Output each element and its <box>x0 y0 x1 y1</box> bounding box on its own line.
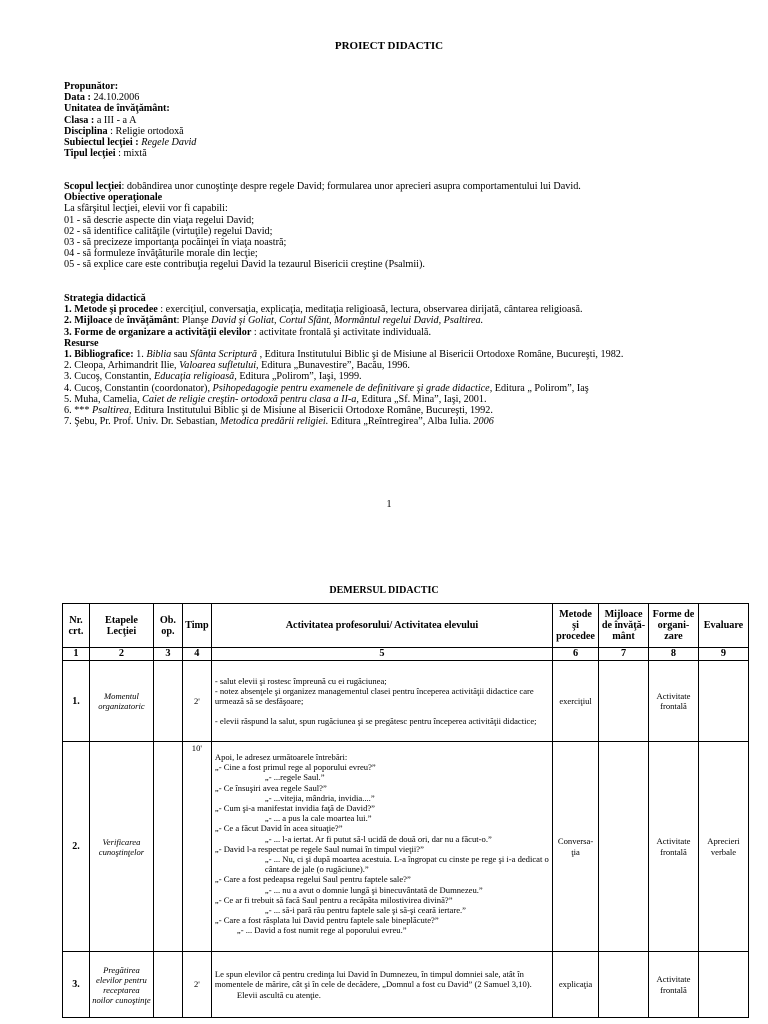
row-number: 1. <box>63 661 90 742</box>
table-row <box>63 952 749 1018</box>
row-objectives <box>153 742 182 952</box>
column-number: 8 <box>649 648 699 661</box>
strategy-methods: 1. Metode şi procedee : exerciţiul, conversaţia, explicaţia, meditaţia religioasă, lectura, observarea dirijată, cântarea religioasă. <box>64 304 583 316</box>
column-number: 3 <box>153 648 182 661</box>
column-number: 4 <box>182 648 211 661</box>
bibliography-item: 4. Cucoş, Constantin (coordonator), Psihopedagogie pentru examenele de definitivare şi grade didactice, Editura „ Polirom”, Iaş <box>64 382 589 394</box>
bibliography-item: 7. Şebu, Pr. Prof. Univ. Dr. Sebastian, Metodica predării religiei. Editura „Reîntregirea”, Alba Iulia. 2006 <box>64 416 494 428</box>
bibliography-item: 5. Muha, Camelia, Caiet de religie creştin- ortodoxă pentru clasa a II-a, Editura „Sf. Mina”, Iaşi, 2001. <box>64 393 487 405</box>
row-number: 3. <box>63 952 90 1018</box>
row-evaluation <box>698 661 748 742</box>
row-objectives <box>153 661 182 742</box>
row-evaluation <box>698 952 748 1018</box>
column-number: 6 <box>553 648 599 661</box>
column-number: 9 <box>698 648 748 661</box>
objectives-title: Obiective operaţionale <box>64 192 163 204</box>
header-cell: Mijloace de învăţă-mânt <box>599 604 649 648</box>
row-methods: exerciţiul <box>553 661 599 742</box>
row-time: 2' <box>182 661 211 742</box>
header-cell: Etapele Lecţiei <box>89 604 153 648</box>
row-means <box>599 661 649 742</box>
row-forms: Activitate frontală <box>649 742 699 952</box>
section-title: DEMERSUL DIDACTIC <box>329 585 439 596</box>
bibliography-item: 2. Cleopa, Arhimandrit Ilie, Valoarea sufletului, Editura „Bunavestire”, Bacău, 1996. <box>64 360 410 372</box>
column-number-row <box>63 648 749 661</box>
objective-item: 04 - să formuleze învăţăturile morale din lecţie; <box>64 248 258 260</box>
row-activity: Le spun elevilor că pentru credinţa lui David în Dumnezeu, în timpul domniei sale, atât în momentele de mărire, cât şi în cele de decădere, „Domnul a fost cu David” (2 Samuel 3,10). Elevii ascultă cu atenţie. <box>211 952 552 1018</box>
scope-and-objectives <box>64 181 581 271</box>
row-stage: Pregătirea elevilor pentru receptarea noilor cunoştinţe <box>89 952 153 1018</box>
bibliography-item: 3. Cucoş, Constantin, Educaţia religioasă, Editura „Polirom”, Iaşi, 1999. <box>64 371 362 383</box>
strategy-title: Strategia didactică <box>64 293 146 304</box>
column-number: 7 <box>599 648 649 661</box>
column-number: 1 <box>63 648 90 661</box>
row-activity: - salut elevii şi rostesc împreună cu ei rugăciunea; - notez absenţele şi organizez managementul clasei pentru începerea activităţii didactice care urmează să se desfăşoare; - elevii răspund la salut, spun rugăciunea şi se pregătesc pentru începerea activităţii didactice; <box>211 661 552 742</box>
info-class: Clasa : a III - a A <box>64 114 137 126</box>
header-cell: Metode şi procedee <box>553 604 599 648</box>
row-stage: Momentul organizatoric <box>89 661 153 742</box>
strategy-forms: 3. Forme de organizare a activităţii elevilor : activitate frontală şi activitate individuală. <box>64 326 432 338</box>
objectives-intro: La sfârşitul lecţiei, elevii vor fi capabili: <box>64 203 228 215</box>
header-cell: Evaluare <box>698 604 748 648</box>
row-time: 10' <box>182 742 211 952</box>
table-row <box>63 742 749 952</box>
row-activity: Apoi, le adresez următoarele întrebări: „- Cine a fost primul rege al poporului evreu?” „- ...regele Saul.” „- Ce însuşiri avea regele Saul?” „- ...vitejia, mândria, invidia....” „- Cum şi-a manifestat invidia faţă de David?” „- ... a pus la cale moartea lui.” „- Ce a făcut David în acea situaţie?” „- ... l-a iertat. Ar fi putut să-l ucidă de două ori, dar nu a făcut-o.” „- David l-a respectat pe regele Saul numai în timpul vieţii?” „- ... Nu, ci şi după moartea acestuia. L-a îngropat cu cinste pe rege şi i-a dedicat o cântare de jale (o rugăciune).” „- Care a fost pedeapsa regelui Saul pentru faptele sale?” „- ... nu a avut o domnie lungă şi binecuvântată de Dumnezeu.” „- Ce ar fi trebuit să facă Saul pentru a recăpăta milostivirea divină?” „- ... să-i pară rău pentru faptele sale şi să-şi ceară iertare.” „- Care a fost răsplata lui David pentru faptele sale bineplăcute?” „- ... David a fost numit rege al poporului evreu.” <box>211 742 552 952</box>
row-means <box>599 742 649 952</box>
row-forms: Activitate frontală <box>649 952 699 1018</box>
column-number: 5 <box>211 648 552 661</box>
strategy-section <box>64 293 623 427</box>
bibliography-item: 1. Bibliografice: 1. Biblia sau Sfânta Scriptură , Editura Institutului Biblic şi de Misiune al Bisericii Ortodoxe Române, Bucureşti, 1982. <box>64 349 624 361</box>
header-cell: Ob. op. <box>153 604 182 648</box>
header-cell: Forme de organi-zare <box>649 604 699 648</box>
header-cell: Timp <box>182 604 211 648</box>
resources-title: Resurse <box>64 337 99 349</box>
objective-item: 05 - să explice care este contribuţia regelui David la tezaurul Bisericii creştine (Psalmii). <box>64 259 425 271</box>
objective-item: 02 - să identifice calităţile (virtuţile) regelui David; <box>64 225 273 237</box>
lesson-scope: Scopul lecţiei: dobândirea unor cunoştinţe despre regele David; formularea unor aprecieri asupra comportamentului lui David. <box>64 181 581 192</box>
info-lesson-type: Tipul lecţiei : mixtă <box>64 148 147 160</box>
page-number: 1 <box>386 499 392 510</box>
row-objectives <box>153 952 182 1018</box>
bibliography-item: 6. *** Psaltirea, Editura Institutului Biblic şi de Misiune al Bisericii Ortodoxe Române, Bucureşti, 1992. <box>64 405 493 417</box>
objective-item: 03 - să precizeze importanţa pocăinţei în viaţa noastră; <box>64 237 287 249</box>
strategy-means: 2. Mijloace de învăţământ: Planşe David şi Goliat, Cortul Sfânt, Mormântul regelui David, Psaltirea. <box>64 315 484 327</box>
lesson-info <box>64 81 196 159</box>
table-header-row <box>63 604 749 648</box>
row-number: 2. <box>63 742 90 952</box>
info-school: Unitatea de învăţământ: <box>64 103 170 115</box>
objective-item: 01 - să descrie aspecte din viaţa regelui David; <box>64 214 255 226</box>
table-row <box>63 661 749 742</box>
lesson-plan-table <box>62 603 749 1018</box>
row-time: 2' <box>182 952 211 1018</box>
header-cell: Activitatea profesorului/ Activitatea elevului <box>211 604 552 648</box>
column-number: 2 <box>89 648 153 661</box>
row-methods: explicaţia <box>553 952 599 1018</box>
row-stage: Verificarea cunoştinţelor <box>89 742 153 952</box>
row-forms: Activitate frontală <box>649 661 699 742</box>
row-evaluation: Aprecieri verbale <box>698 742 748 952</box>
info-discipline: Disciplina : Religie ortodoxă <box>64 125 184 137</box>
document-title: PROIECT DIDACTIC <box>334 40 444 52</box>
row-means <box>599 952 649 1018</box>
row-methods: Conversa-ţia <box>553 742 599 952</box>
header-cell: Nr. crt. <box>63 604 90 648</box>
info-date: Data : 24.10.2006 <box>64 92 140 104</box>
info-proposer: Propunător: <box>64 81 119 92</box>
info-subject: Subiectul lecţiei : Regele David <box>64 137 197 149</box>
